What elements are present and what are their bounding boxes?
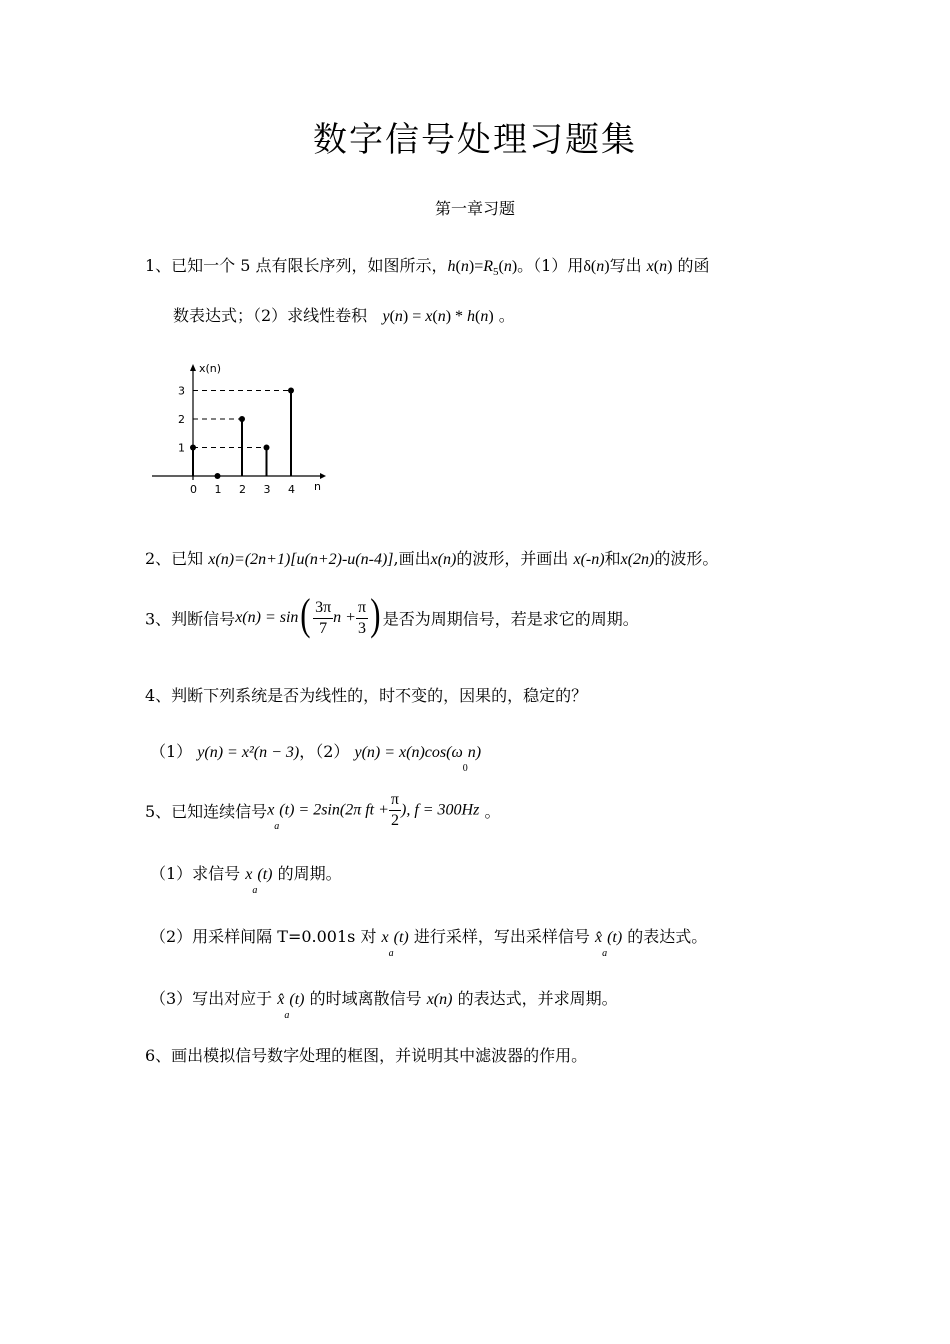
x-tick-label: 2 <box>239 483 246 496</box>
y-axis-label: x(n) <box>199 362 222 375</box>
y-tick-label: 2 <box>178 413 185 426</box>
question-1-line-2: 数表达式；（2）求线性卷积 y(n) = x(n) * h(n) 。 <box>173 306 515 325</box>
y-axis-arrow <box>190 364 196 371</box>
x-axis-label: n <box>314 480 321 493</box>
stem-point <box>239 416 245 422</box>
question-5: 5、已知连续信号$x_a(t) = 2\sin(2\pi$ ft + $\frac{\pi}{2}$ ), f = 300Hz 。 <box>145 791 501 832</box>
page-title: 数字信号处理习题集 <box>313 120 637 160</box>
stem-point <box>264 445 270 451</box>
x-tick-label: 3 <box>263 483 271 496</box>
y-tick-label: 3 <box>178 384 185 398</box>
x-tick-label: 0 <box>190 483 197 496</box>
chapter-heading: 第一章习题 <box>434 199 515 218</box>
stem-point <box>288 388 294 394</box>
question-3: 3、判断信号x(n) = sin( $\frac{3\pi}{7}$ n + $\frac{\pi}{3}$ ) 是否为周期信号，若是求它的周期。 <box>145 590 639 639</box>
question-5-part-1: （1）求信号 $x_a(t)$ 的周期。 <box>150 864 342 896</box>
question-6: 6、画出模拟信号数字处理的框图，并说明其中滤波器的作用。 <box>145 1046 588 1065</box>
stem-point <box>215 473 221 479</box>
stem-plot <box>148 358 338 500</box>
x-tick-label: 1 <box>214 483 222 496</box>
question-1-line-1: 1、已知一个 5 点有限长序列，如图所示，$h(n)=R_5(n)$。（1）用δ(n)写出 x(n) 的函 <box>145 256 710 278</box>
x-axis-arrow <box>320 473 326 479</box>
question-5-part-2: （2）用采样间隔 T=0.001s 对 $x_a(t)$ 进行采样，写出采样信号 $x̂_a(t)$ 的表达式。 <box>150 927 708 959</box>
question-5-part-3: （3）写出对应于 $x̂_a(t)$ 的时域离散信号 x(n) 的表达式，并求周期。 <box>150 989 618 1021</box>
question-4-items: （1） y(n) = x²(n − 3)，（2） $y(n) = x(n)\cos(\omega_0n)$ <box>150 742 482 774</box>
y-tick-label: 1 <box>178 441 185 455</box>
x-tick-label: 4 <box>288 483 295 496</box>
question-2: 2、已知 x(n)=(2n+1)[u(n+2)-u(n-4)],画出x(n)的波形，并画出 x(-n)和x(2n)的波形。 <box>145 549 719 568</box>
question-4: 4、判断下列系统是否为线性的，时不变的，因果的，稳定的？ <box>145 686 588 705</box>
